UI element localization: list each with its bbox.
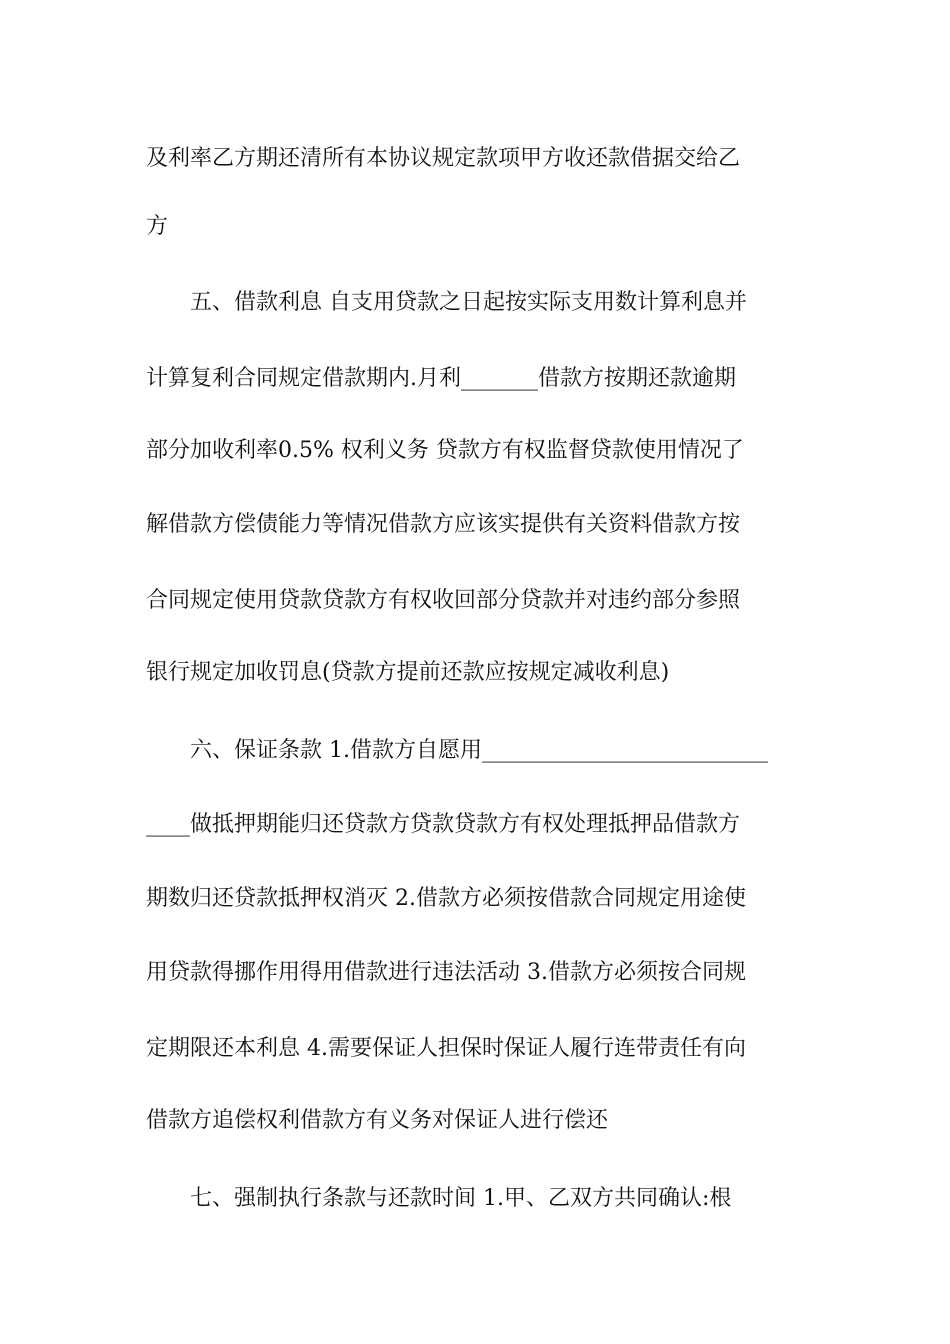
text-line: 期数归还贷款抵押权消灭 2.借款方必须按借款合同规定用途使 bbox=[146, 886, 746, 911]
section-heading-line: 六、保证条款 1.借款方自愿用__________________________ bbox=[190, 738, 768, 763]
text-line: 方 bbox=[146, 214, 169, 239]
text-line: ____做抵押期能归还贷款方贷款贷款方有权处理抵押品借款方 bbox=[146, 812, 741, 837]
text-line: 解借款方偿债能力等情况借款方应该实提供有关资料借款方按 bbox=[146, 512, 741, 537]
text-line: 借款方追偿权利借款方有义务对保证人进行偿还 bbox=[146, 1108, 609, 1133]
text-line: 计算复利合同规定借款期内.月利_______借款方按期还款逾期 bbox=[146, 366, 736, 391]
text-line: 用贷款得挪作用得用借款进行违法活动 3.借款方必须按合同规 bbox=[146, 960, 746, 985]
text-line: 银行规定加收罚息(贷款方提前还款应按规定减收利息) bbox=[146, 660, 670, 685]
section-heading-line: 七、强制执行条款与还款时间 1.甲、乙双方共同确认:根 bbox=[190, 1186, 732, 1211]
text-line: 及利率乙方期还清所有本协议规定款项甲方收还款借据交给乙 bbox=[146, 146, 741, 171]
section-heading-line: 五、借款利息 自支用贷款之日起按实际支用数计算利息并 bbox=[190, 290, 747, 315]
text-line: 合同规定使用贷款贷款方有权收回部分贷款并对违约部分参照 bbox=[146, 588, 741, 613]
text-line: 部分加收利率0.5% 权利义务 贷款方有权监督贷款使用情况了 bbox=[146, 438, 744, 463]
text-line: 定期限还本利息 4.需要保证人担保时保证人履行连带责任有向 bbox=[146, 1036, 746, 1061]
